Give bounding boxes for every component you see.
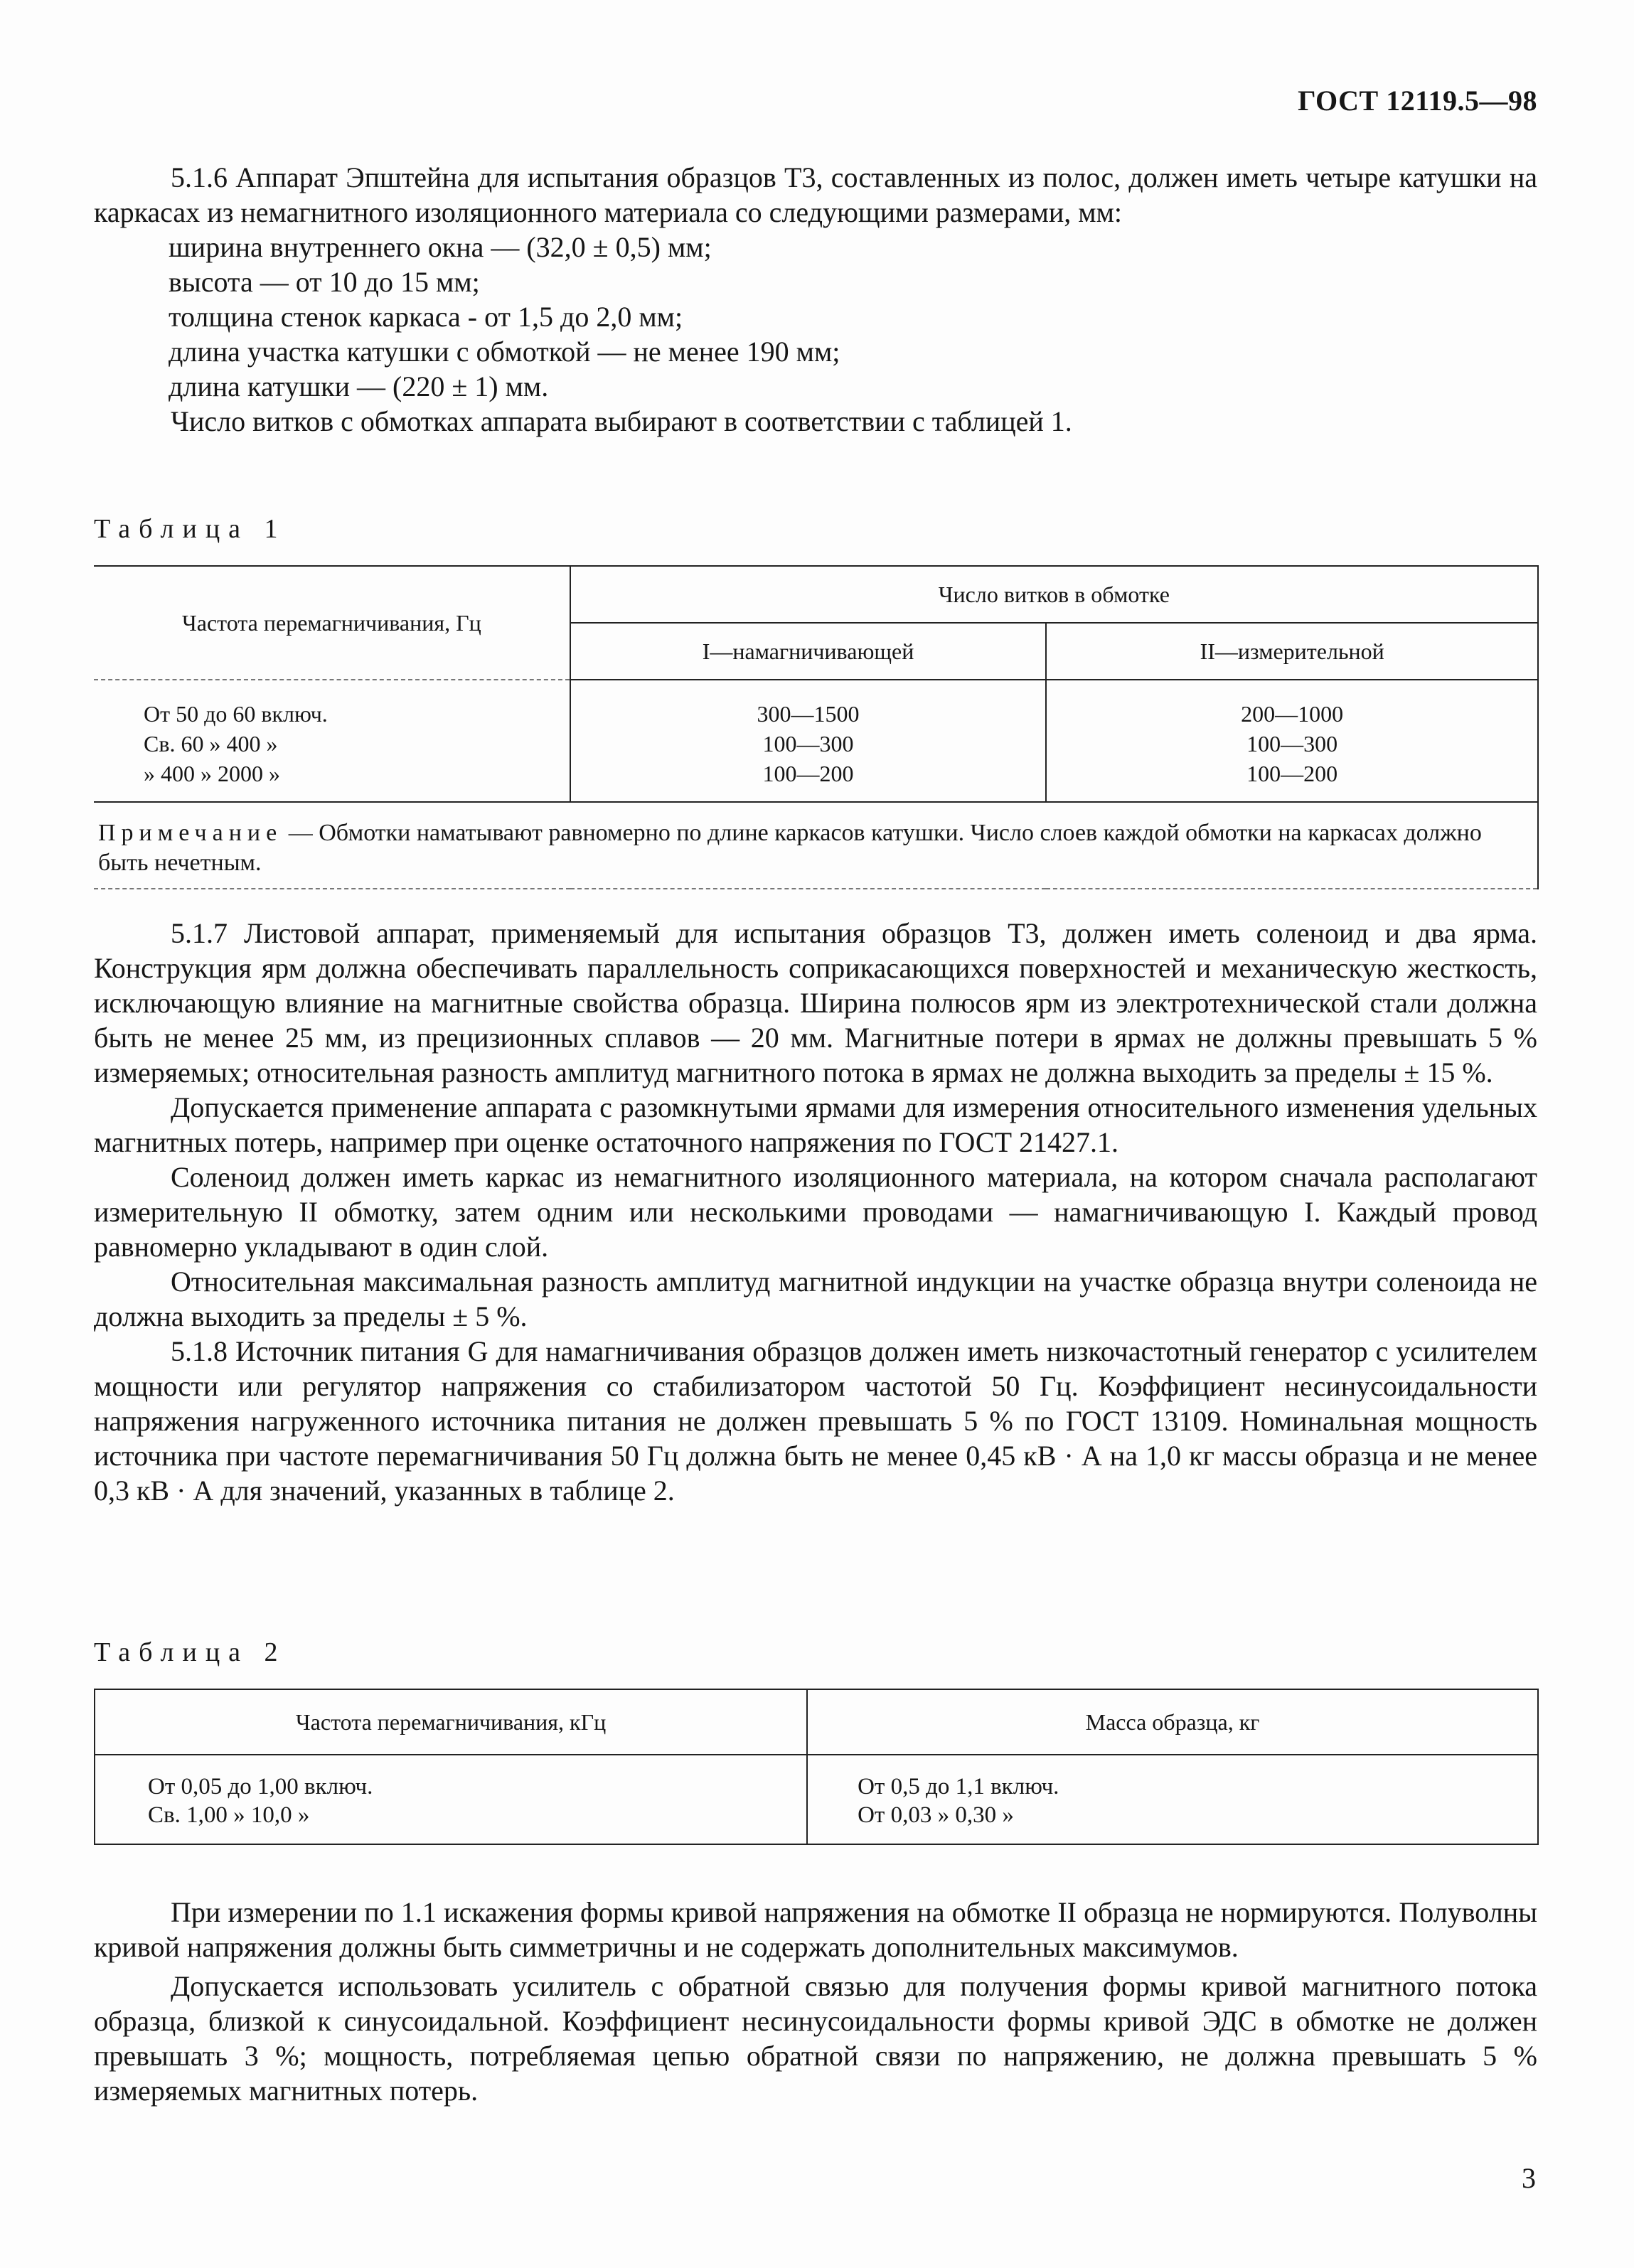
list-item: ширина внутреннего окна — (32,0 ± 0,5) мм; xyxy=(169,231,712,263)
table-cell: От 0,05 до 1,00 включ. xyxy=(148,1774,373,1799)
table2-caption: Таблица 2 xyxy=(94,1637,287,1667)
table-cell: От 0,5 до 1,1 включ. xyxy=(858,1774,1059,1799)
table-cell: От 50 до 60 включ. xyxy=(144,701,328,727)
table-cell: 100—200 xyxy=(762,761,854,786)
section-closing xyxy=(94,1895,1537,2108)
table1-group-header: Число витков в обмотке xyxy=(570,566,1538,623)
document-header: ГОСТ 12119.5—98 xyxy=(1298,85,1537,117)
section-5-1-6 xyxy=(94,160,1537,439)
table-cell: 300—1500 xyxy=(757,701,860,727)
page-number: 3 xyxy=(1522,2162,1536,2194)
table-2 xyxy=(94,1689,1539,1845)
table2-col-frequency-header: Частота перемагничивания, кГц xyxy=(95,1689,807,1755)
table-cell: 100—200 xyxy=(1246,761,1338,786)
table1-caption: Таблица 1 xyxy=(94,514,287,544)
table1-magnetizing-cell xyxy=(570,680,1047,802)
dimension-list xyxy=(94,230,1537,404)
table2-frequency-cell xyxy=(95,1755,807,1844)
list-item: длина участка катушки с обмоткой — не менее 190 мм; xyxy=(169,336,840,368)
table1-subheader-magnetizing: I—намагничивающей xyxy=(570,623,1047,680)
table-cell: » 400 » 2000 » xyxy=(144,761,280,786)
section-5-1-7 xyxy=(94,916,1537,1508)
table-cell: Св. 1,00 » 10,0 » xyxy=(148,1802,310,1828)
paragraph-distortion: При измерении по 1.1 искажения формы кривой напряжения на обмотке II образца не нормируются. Полуволны кривой напряжения должны быть симметричны и не содержать дополнительных максимумов. xyxy=(94,1896,1537,1963)
table-cell: 100—300 xyxy=(762,731,854,756)
table-cell: От 0,03 » 0,30 » xyxy=(858,1802,1014,1828)
paragraph-5-1-8: 5.1.8 Источник питания G для намагничивания образцов должен иметь низкочастотный генератор с усилителем мощности или регулятор напряжения со стабилизатором частотой 50 Гц. Коэффициент несинусоидальности напряжения нагруженного источника питания не должен превышать 5 % по ГОСТ 13109. Номинальная мощность источника при частоте перемагничивания 50 Гц должна быть не менее 0,45 кВ · А на 1,0 кг массы образца и не менее 0,3 кВ · А для значений, указанных в таблице 2. xyxy=(94,1335,1537,1507)
paragraph-5-1-6: 5.1.6 Аппарат Эпштейна для испытания образцов Т3, составленных из полос, должен иметь четыре катушки на каркасах из немагнитного изоляционного материала со следующими размерами, мм: xyxy=(94,161,1537,228)
table-1 xyxy=(94,565,1539,889)
paragraph-solenoid: Соленоид должен иметь каркас из немагнитного изоляционного материала, на котором сначала располагают измерительную II обмотку, затем одним или несколькими проводами — намагничивающую I. Каждый провод равномерно укладывают в один слой. xyxy=(94,1161,1537,1263)
paragraph-induction: Относительная максимальная разность амплитуд магнитной индукции на участке образца внутри соленоида не должна выходить за пределы ± 5 %. xyxy=(94,1266,1537,1332)
table1-col-frequency-header: Частота перемагничивания, Гц xyxy=(94,566,570,680)
paragraph-5-1-7: 5.1.7 Листовой аппарат, применяемый для испытания образцов Т3, должен иметь соленоид и два ярма. Конструкция ярм должна обеспечивать параллельность соприкасающихся поверхностей и механическую жесткость, исключающую влияние на магнитные свойства образца. Ширина полюсов ярм из электротехнической стали должна быть не менее 25 мм, из прецизионных сплавов — 20 мм. Магнитные потери в ярмах не должны превышать 5 % измеряемых; относительная разность амплитуд магнитного потока в ярмах не должна выходить за пределы ± 15 %. xyxy=(94,917,1537,1088)
note-label: Примечание xyxy=(98,820,283,846)
table-cell: Св. 60 » 400 » xyxy=(144,731,278,756)
table-cell: 200—1000 xyxy=(1241,701,1344,727)
note-text: — Обмотки наматывают равномерно по длине каркасов катушки. Число слоев каждой обмотки на каркасах должно быть нечетным. xyxy=(98,820,1482,876)
table1-subheader-measuring: II—измерительной xyxy=(1046,623,1538,680)
table1-measuring-cell xyxy=(1046,680,1538,802)
table1-note xyxy=(94,802,1538,889)
paragraph-turns: Число витков с обмотках аппарата выбирают в соответствии с таблицей 1. xyxy=(171,405,1072,437)
table2-mass-cell xyxy=(807,1755,1538,1844)
table-cell: 100—300 xyxy=(1246,731,1338,756)
list-item: толщина стенок каркаса - от 1,5 до 2,0 мм; xyxy=(169,301,683,333)
list-item: длина катушки — (220 ± 1) мм. xyxy=(169,370,549,402)
list-item: высота — от 10 до 15 мм; xyxy=(169,266,480,298)
table2-col-mass-header: Масса образца, кг xyxy=(807,1689,1538,1755)
table1-frequency-cell xyxy=(94,680,570,802)
paragraph-open-yokes: Допускается применение аппарата с разомкнутыми ярмами для измерения относительного изменения удельных магнитных потерь, например при оценке остаточного напряжения по ГОСТ 21427.1. xyxy=(94,1091,1537,1158)
paragraph-feedback: Допускается использовать усилитель с обратной связью для получения формы кривой магнитного потока образца, близкой к синусоидальной. Коэффициент несинусоидальности формы кривой ЭДС в обмотке не должен превышать 3 %; мощность, потребляемая цепью обратной связи по напряжению, не должна превышать 5 % измеряемых магнитных потерь. xyxy=(94,1970,1537,2107)
